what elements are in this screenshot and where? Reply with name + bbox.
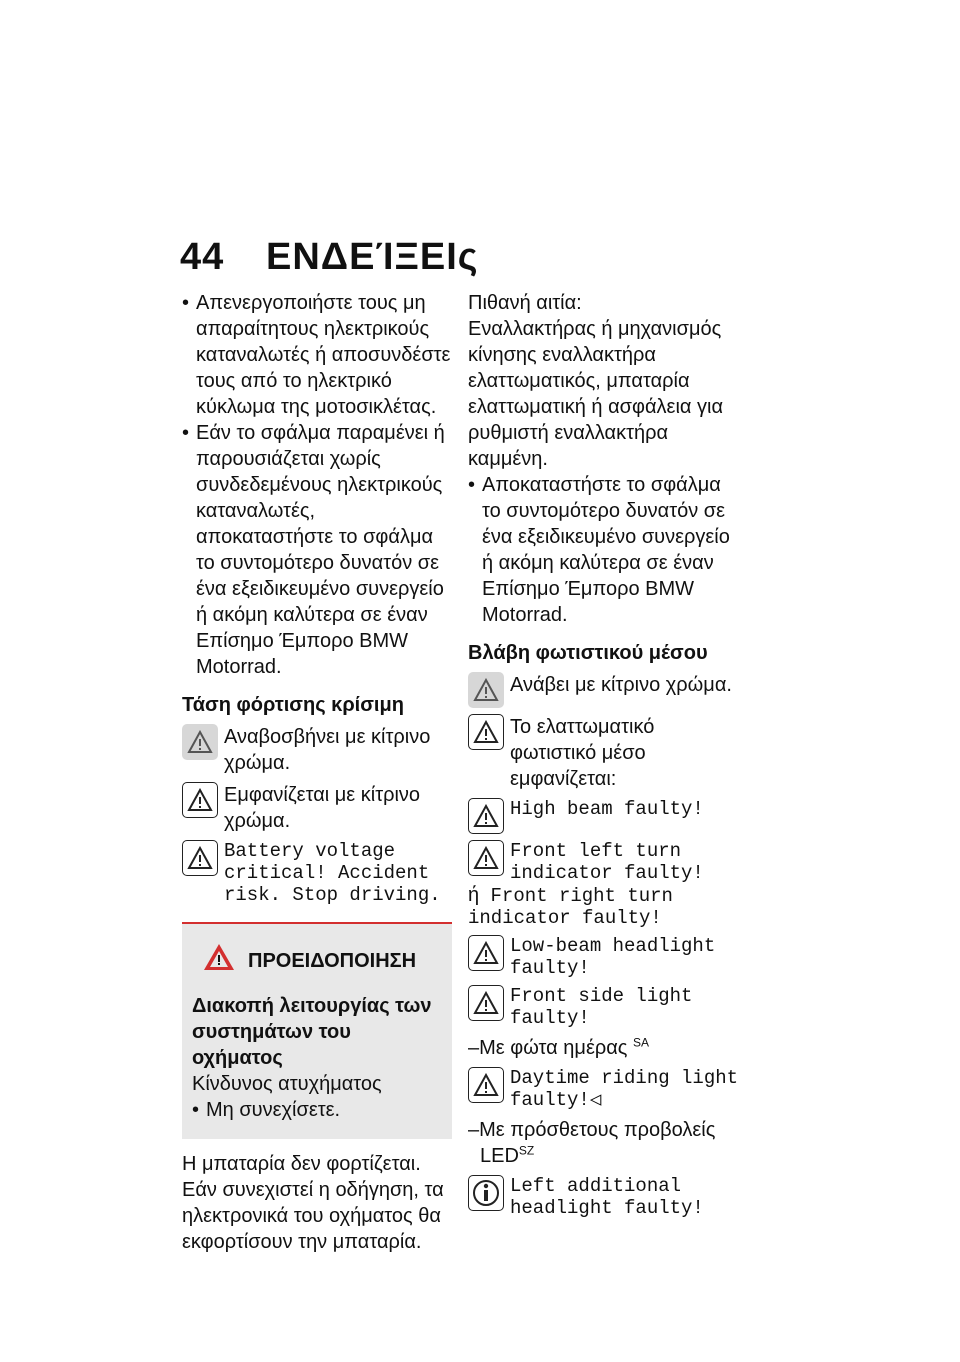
indicator-text: Αναβοσβήνει με κίτρινο χρώμα.	[224, 726, 431, 774]
warning-triangle-icon	[468, 714, 504, 750]
display-message-text: Daytime riding light faulty!	[510, 1067, 739, 1111]
indicator-text: Ανάβει με κίτρινο χρώμα.	[510, 674, 732, 696]
display-message: Left additional headlight faulty!	[510, 1175, 704, 1219]
warning-headline: Διακοπή λειτουργίας των συστημάτων του οχήματος	[192, 995, 432, 1069]
section-title-lamp-failure: Βλάβη φωτιστικού μέσου	[468, 642, 708, 664]
cause-label: Πιθανή αιτία:	[468, 292, 582, 314]
warning-triangle-icon	[468, 840, 504, 876]
section-title-charging-voltage: Τάση φόρτισης κρίσιμη	[182, 694, 404, 716]
display-message	[510, 1067, 740, 1111]
page-title: ΕΝΔΕΊΞΕΙς	[266, 236, 479, 278]
list-item: • Εάν το σφάλμα παραμένει ή παρουσιάζεται χωρίς συνδεδεμένους ηλεκτρικούς καταναλωτές, αποκαταστήστε το σφάλμα το συντομότερο δυνατόν σε ένα εξειδικευμένο συνεργείο ή ακόμη καλύτερα σε έναν Επίσημο Έμπορο BMW Motorrad.	[182, 420, 452, 680]
message-row	[468, 798, 740, 834]
message-row	[468, 1175, 740, 1219]
option-daytime: –Με φώτα ημέρας $^{SA}$	[468, 1035, 650, 1059]
option-led: –Με πρόσθετους προβολείς $LED^{SZ}$	[468, 1119, 716, 1167]
message-row	[468, 840, 740, 884]
warning-box	[182, 922, 452, 1139]
left-column	[182, 290, 452, 1255]
indicator-row	[468, 672, 740, 708]
warning-triangle-icon	[182, 724, 218, 760]
option-label: Με πρόσθετους προβολείς LED	[479, 1119, 716, 1167]
display-message: Battery voltage critical! Accident risk. Stop driving.	[224, 840, 441, 906]
display-message: Front left turn indicator faulty!	[510, 840, 704, 884]
warning-label: ΠΡΟΕΙΔΟΠΟΙΗΣΗ	[248, 949, 417, 972]
option-label: Με φώτα ημέρας	[479, 1037, 628, 1059]
warning-triangle-icon	[468, 985, 504, 1021]
indicator-text: Το ελαττωματικό φωτιστικό μέσο εμφανίζεται:	[510, 716, 655, 790]
warning-bullet: • Μη συνεχίσετε.	[192, 1097, 442, 1123]
display-message: High beam faulty!	[510, 798, 704, 820]
display-message: Low-beam headlight faulty!	[510, 935, 716, 979]
warning-triangle-icon	[468, 935, 504, 971]
warning-triangle-icon	[182, 782, 218, 818]
right-column	[468, 290, 740, 1219]
message-row	[468, 985, 740, 1029]
warning-triangle-icon	[468, 798, 504, 834]
warning-text: Κίνδυνος ατυχήματος	[192, 1073, 382, 1095]
paragraph: Η μπαταρία δεν φορτίζεται. Εάν συνεχιστεί η οδήγηση, τα ηλεκτρονικά του οχήματος θα εκφορτίσουν την μπαταρία.	[182, 1153, 444, 1253]
list-item: • Αποκαταστήστε το σφάλμα το συντομότερο δυνατόν σε ένα εξειδικευμένο συνεργείο ή ακόμη καλύτερα σε έναν Επίσημο Έμπορο BMW Motorrad.	[468, 472, 740, 628]
indicator-row	[468, 714, 740, 792]
message-row	[468, 1067, 740, 1111]
option-code: SZ	[518, 1143, 535, 1158]
or-word: ή	[468, 884, 480, 906]
warning-header	[192, 942, 442, 979]
cause-text: Εναλλακτήρας ή μηχανισμός κίνησης εναλλακτήρα ελαττωματικός, μπαταρία ελαττωματική ή ασφάλεια για ρυθμιστή εναλλακτήρα καμμένη.	[468, 318, 724, 470]
warning-triangle-icon	[468, 672, 504, 708]
info-icon	[468, 1175, 504, 1211]
indicator-row	[182, 782, 452, 834]
display-message: Front right turn indicator faulty!	[468, 885, 673, 929]
indicator-row	[182, 724, 452, 776]
page-number: 44	[180, 236, 225, 278]
message-row	[468, 935, 740, 979]
list-item: • Απενεργοποιήστε τους μη απαραίτητους ηλεκτρικούς καταναλωτές ή αποσυνδέστε τους από το ηλεκτρικό κύκλωμα της μοτοσικλέτας.	[182, 290, 452, 420]
warning-triangle-icon	[468, 1067, 504, 1103]
display-message-alt	[468, 884, 740, 929]
warning-triangle-icon	[182, 840, 218, 876]
display-message: Front side light faulty!	[510, 985, 693, 1029]
option-code: SA	[633, 1035, 650, 1050]
end-marker: ◁	[589, 1089, 602, 1111]
message-row	[182, 840, 452, 906]
warning-triangle-icon	[202, 942, 236, 979]
indicator-text: Εμφανίζεται με κίτρινο χρώμα.	[224, 784, 421, 832]
